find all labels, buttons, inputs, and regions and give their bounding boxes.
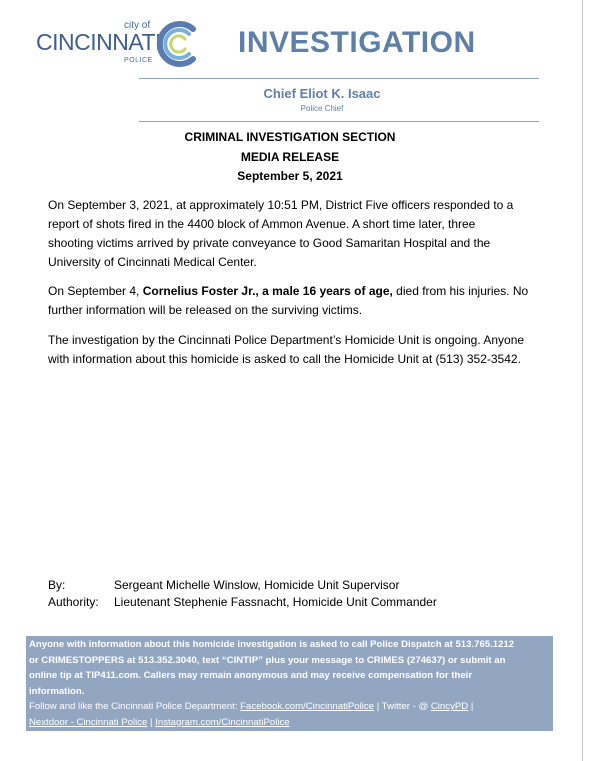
- release-type: MEDIA RELEASE: [240, 150, 340, 164]
- logo-city-text: CINCINNATI: [36, 29, 161, 55]
- paragraph-line: On September 3, 2021, at approximately 10:51 PM, District Five officers responded to a: [48, 198, 514, 212]
- chief-title: Police Chief: [300, 104, 344, 113]
- victim-name: Cornelius Foster Jr., a male 16 years of age,: [142, 284, 393, 298]
- paragraph-line: shooting victims arrived by private conveyance to Good Samaritan Hospital and the: [48, 236, 491, 250]
- header-divider-top: [139, 78, 539, 79]
- paragraph-incident: [48, 196, 538, 272]
- page-edge: [582, 0, 583, 761]
- by-label: By:: [48, 578, 66, 592]
- release-section: CRIMINAL INVESTIGATION SECTION: [184, 130, 396, 144]
- paragraph-text: died from his injuries. No: [392, 284, 529, 298]
- separator: | Twitter - @: [374, 701, 431, 712]
- authority-label: Authority:: [48, 595, 99, 609]
- paragraph-investigation: [48, 331, 538, 369]
- instagram-link[interactable]: Instagram.com/CincinnatiPolice: [155, 716, 290, 728]
- twitter-link[interactable]: CincyPD: [430, 701, 469, 712]
- footer-follow-line-2: [29, 715, 550, 731]
- chief-name: Chief Eliot K. Isaac: [263, 86, 381, 101]
- header-divider-bottom: [139, 121, 539, 122]
- cincinnati-c-logo-icon: [151, 17, 205, 71]
- footer-line: Anyone with information about this homicide investigation is asked to call Police Dispatch at 513.765.1212: [29, 639, 515, 650]
- footer-line: information.: [29, 685, 85, 697]
- paragraph-line: report of shots fired in the 4400 block of Ammon Avenue. A short time later, three: [48, 217, 476, 231]
- by-value: Sergeant Michelle Winslow, Homicide Unit Supervisor: [114, 578, 400, 592]
- nextdoor-link[interactable]: Nextdoor - Cincinnati Police: [29, 716, 148, 728]
- paragraph-line: University of Cincinnati Medical Center.: [48, 255, 257, 269]
- facebook-link[interactable]: Facebook.com/CincinnatiPolice: [240, 701, 375, 712]
- logo-police-text: POLICE: [124, 57, 153, 64]
- paragraph-line: with information about this homicide is asked to call the Homicide Unit at (513) 352-3542.: [48, 352, 521, 366]
- follow-text: Follow and like the Cincinnati Police Department:: [29, 701, 241, 712]
- logo-city-of-text: city of: [124, 20, 151, 31]
- tip-info-footer: [26, 636, 553, 731]
- footer-line: online tip at TIP411.com. Callers may remain anonymous and may receive compensation for their: [29, 670, 473, 681]
- separator: |: [147, 716, 156, 728]
- separator: |: [468, 701, 474, 712]
- city-of-cincinnati-police-logo: [36, 20, 206, 70]
- signature-authority: [48, 595, 437, 609]
- signature-by: [48, 578, 399, 592]
- paragraph-text: On September 4,: [48, 284, 143, 298]
- authority-value: Lieutenant Stephenie Fassnacht, Homicide Unit Commander: [114, 595, 437, 609]
- footer-follow-line: [29, 699, 550, 715]
- paragraph-line: The investigation by the Cincinnati Police Department’s Homicide Unit is ongoing. Anyone: [48, 333, 525, 347]
- footer-line: or CRIMESTOPPERS at 513.352.3040, text “CINTIP” plus your message to CRIMES (274637) or submit an: [29, 654, 506, 666]
- paragraph-line: further information will be released on the surviving victims.: [48, 303, 363, 317]
- paragraph-victim: [48, 282, 538, 320]
- release-date: September 5, 2021: [237, 169, 343, 183]
- page-title: INVESTIGATION: [238, 26, 476, 59]
